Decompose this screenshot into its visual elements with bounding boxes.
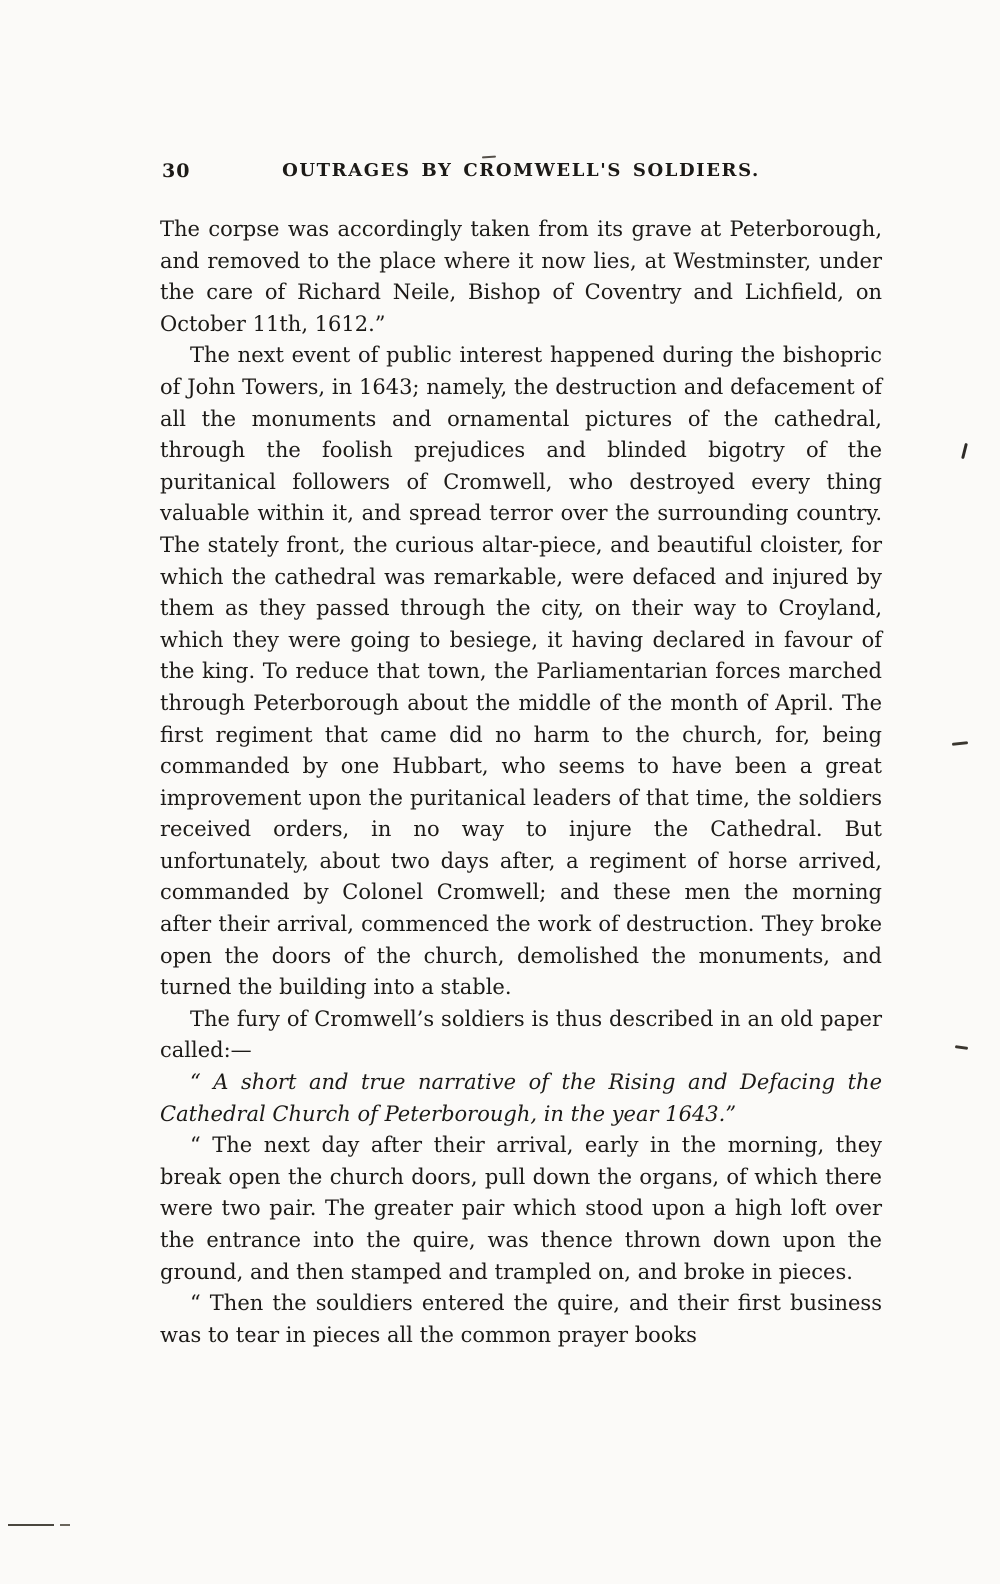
paragraph: “ Then the souldiers entered the quire, and their first business was to tear in pieces all the common prayer books [160,1291,882,1347]
ink-mark [955,1045,968,1050]
ink-mark [952,741,968,746]
paragraph: The next event of public interest happened during the bishopric of John Towers, in 1643; namely, the destruction and defacement of all the monuments and ornamental pictures of the cathedral, through the foolish prejudices and blinded bigotry of the puritanical followers of Cromwell, who destroyed every thing valuable within it, and spread terror over the surrounding country. The stately front, the curious altar-piece, and beautiful cloister, for which the cathedral was remarkable, were defaced and injured by them as they passed through the city, on their way to Croyland, which they were going to besiege, it having declared in favour of the king. To reduce that town, the Parliamentarian forces marched through Peterborough about the middle of the month of April. The first regiment that came did no harm to the church, for, being commanded by one Hubbart, who seems to have been a great improvement upon the puritanical leaders of that time, the soldiers received orders, in no way to injure the Cathedral. But unfortunately, about two days after, a regiment of horse arrived, commanded by Colonel Cromwell; and these men the morning after their arrival, commenced the work of destruction. They broke open the doors of the church, demolished the monuments, and turned the building into a stable. [160,343,882,1000]
page-header [160,160,882,190]
ink-mark [482,156,496,159]
paragraph: The corpse was accordingly taken from its grave at Peterborough, and removed to the place where it now lies, at Westminster, under the care of Richard Neile, Bishop of Coventry and Lichfield, on October 11th, 1612.” [160,217,882,336]
text-block [160,160,882,1351]
paragraph: The fury of Cromwell’s soldiers is thus described in an old paper called:— [160,1006,882,1063]
ink-mark [8,1524,54,1526]
ink-mark [60,1524,70,1526]
page-number: 30 [162,160,191,182]
body-text [160,214,882,1351]
running-title: OUTRAGES BY CROMWELL'S SOLDIERS. [282,160,760,181]
ink-mark [961,443,968,459]
paragraph: “ A short and true narrative of the Rising and Defacing the Cathedral Church of Peterborough, in the year 1643.” [160,1070,882,1126]
paragraph: “ The next day after their arrival, early in the morning, they break open the church doors, pull down the organs, of which there were two pair. The greater pair which stood upon a high loft over the entrance into the quire, was thence thrown down upon the ground, and then stamped and trampled on, and broke in pieces. [160,1133,882,1284]
